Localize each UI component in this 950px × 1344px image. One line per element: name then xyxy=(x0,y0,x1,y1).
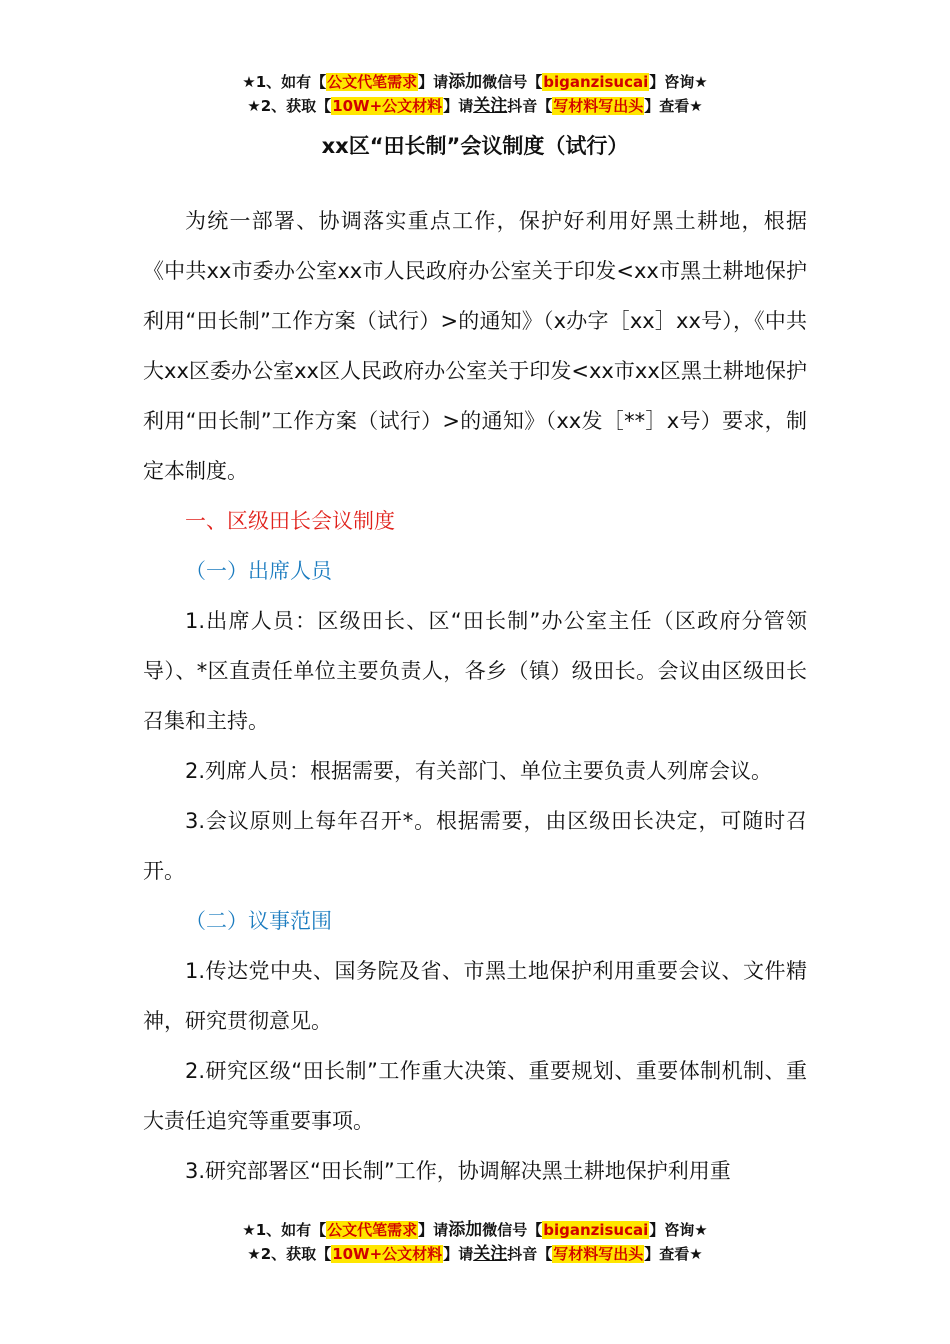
promo-emphasis: 添加 xyxy=(448,1220,483,1240)
promo-text: ★1、如有【 xyxy=(242,73,327,91)
document-body xyxy=(143,196,807,1196)
promo-text: 微信号【 xyxy=(482,73,543,91)
promo-text: ★1、如有【 xyxy=(242,1221,327,1239)
promo-emphasis: 添加 xyxy=(448,72,483,92)
promo-text: 抖音【 xyxy=(507,1245,553,1263)
subsection-heading: （一）出席人员 xyxy=(185,559,332,583)
promo-text: ★2、获取【 xyxy=(247,1245,332,1263)
body-paragraph: 1.传达党中央、国务院及省、市黑土地保护利用重要会议、文件精神，研究贯彻意见。 xyxy=(143,959,807,1033)
subsection-heading: （二）议事范围 xyxy=(185,909,332,933)
promo-text: 】请 xyxy=(418,73,449,91)
promo-line-1 xyxy=(0,1218,950,1242)
body-paragraph: 2.列席人员：根据需要，有关部门、单位主要负责人列席会议。 xyxy=(185,759,773,783)
header-promo-banner xyxy=(0,70,950,118)
promo-highlight: 10W+公文材料 xyxy=(332,97,443,115)
promo-highlight: 写材料写出头 xyxy=(553,1245,644,1263)
body-paragraph: 2.研究区级“田长制”工作重大决策、重要规划、重要体制机制、重大责任追究等重要事项。 xyxy=(143,1059,807,1133)
promo-text: 】咨询★ xyxy=(649,73,708,91)
document-title: xx区“田长制”会议制度（试行） xyxy=(321,134,629,158)
body-paragraph: 3.研究部署区“田长制”工作，协调解决黑土耕地保护利用重 xyxy=(185,1159,731,1183)
promo-line-1 xyxy=(0,70,950,94)
promo-highlight: 公文代笔需求 xyxy=(327,1221,418,1239)
promo-text: 】咨询★ xyxy=(649,1221,708,1239)
promo-emphasis: 关注 xyxy=(473,96,508,116)
promo-highlight: 10W+公文材料 xyxy=(332,1245,443,1263)
promo-highlight: biganzisucai xyxy=(543,1221,649,1239)
promo-highlight: 写材料写出头 xyxy=(553,97,644,115)
promo-text: ★2、获取【 xyxy=(247,97,332,115)
intro-paragraph: 为统一部署、协调落实重点工作，保护好利用好黑土耕地，根据《中共xx市委办公室xx市人民政府办公室关于印发<xx市黑土耕地保护利用“田长制”工作方案（试行）>的通知》（x办字［xx］xx号），《中共大xx区委办公室xx区人民政府办公室关于印发<xx市xx区黑土耕地保护利用“田长制”工作方案（试行）>的通知》（xx发［**］x号）要求，制定本制度。 xyxy=(143,209,807,483)
promo-text: 】请 xyxy=(443,97,474,115)
promo-text: 】请 xyxy=(443,1245,474,1263)
promo-text: 微信号【 xyxy=(482,1221,543,1239)
promo-text: 抖音【 xyxy=(507,97,553,115)
promo-line-2 xyxy=(0,1242,950,1266)
promo-emphasis: 关注 xyxy=(473,1244,508,1264)
promo-highlight: 公文代笔需求 xyxy=(327,73,418,91)
promo-text: 】查看★ xyxy=(644,1245,703,1263)
promo-text: 】查看★ xyxy=(644,97,703,115)
body-paragraph: 1.出席人员：区级田长、区“田长制”办公室主任（区政府分管领导）、*区直责任单位主要负责人，各乡（镇）级田长。会议由区级田长召集和主持。 xyxy=(143,609,807,733)
promo-highlight: biganzisucai xyxy=(543,73,649,91)
footer-promo-banner xyxy=(0,1218,950,1266)
section-heading: 一、区级田长会议制度 xyxy=(185,509,395,533)
promo-text: 】请 xyxy=(418,1221,449,1239)
body-paragraph: 3.会议原则上每年召开*。根据需要，由区级田长决定，可随时召开。 xyxy=(143,809,807,883)
promo-line-2 xyxy=(0,94,950,118)
